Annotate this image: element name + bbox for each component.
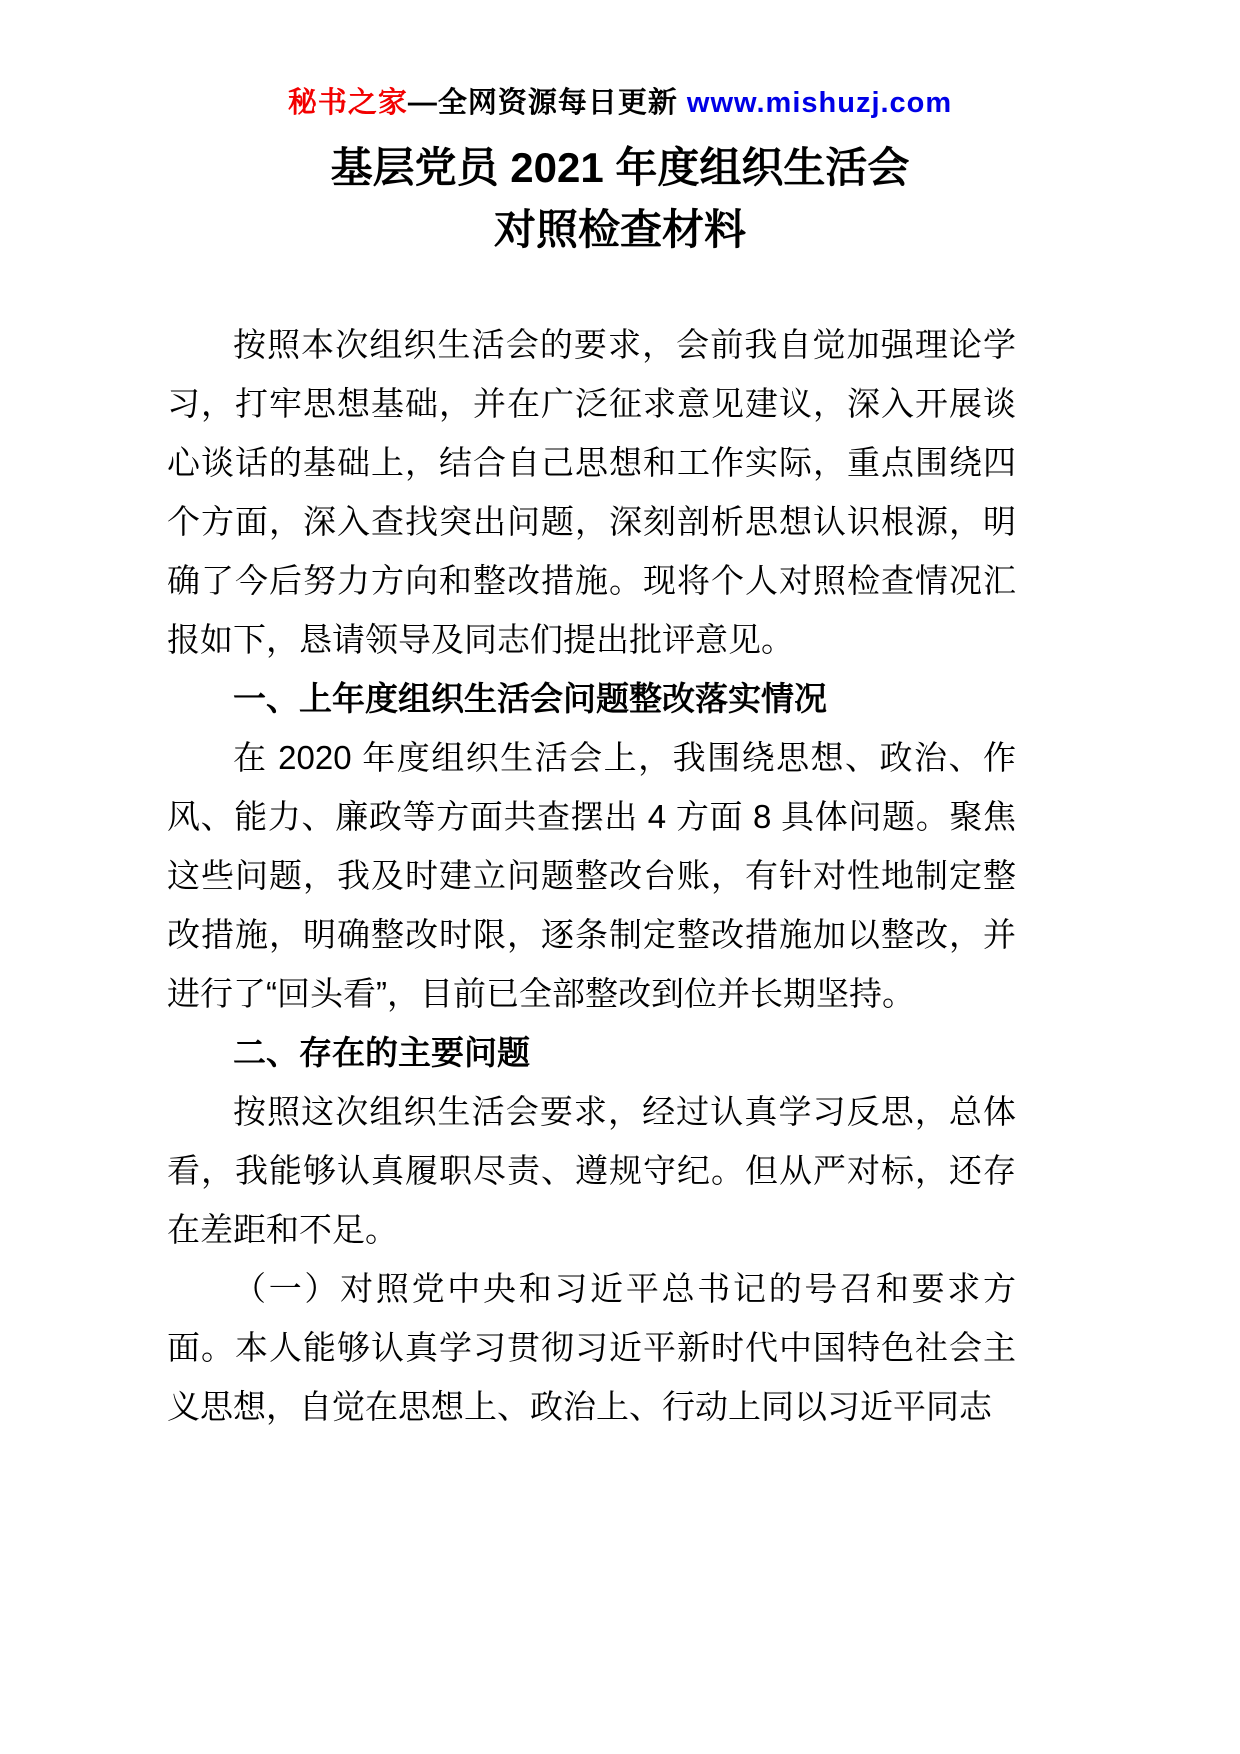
- site-tagline: 全网资源每日更新: [437, 87, 687, 119]
- section-heading-1: 一、上年度组织生活会问题整改落实情况: [233, 680, 827, 717]
- section-heading-2: 二、存在的主要问题: [233, 1034, 530, 1071]
- site-brand: 秘书之家: [287, 87, 408, 119]
- paragraph-section-2: 按照这次组织生活会要求，经过认真学习反思，总体看，我能够认真履职尽责、遵规守纪。但从严对标，还存在差距和不足。: [167, 1093, 1016, 1248]
- document-title-line-1: 基层党员 2021 年度组织生活会: [330, 144, 910, 191]
- document-body: [0, 315, 1240, 1436]
- document-title-line-2: 对照检查材料: [493, 206, 746, 253]
- site-url-link[interactable]: www.mishuzj.com: [686, 87, 953, 119]
- header-separator: —: [407, 87, 438, 119]
- paragraph-subsection-1: （一）对照党中央和习近平总书记的号召和要求方面。本人能够认真学习贯彻习近平新时代中国特色社会主义思想，自觉在思想上、政治上、行动上同以习近平同志: [167, 1270, 1016, 1425]
- paragraph-intro: 按照本次组织生活会的要求，会前我自觉加强理论学习，打牢思想基础，并在广泛征求意见建议，深入开展谈心谈话的基础上，结合自己思想和工作实际，重点围绕四个方面，深入查找突出问题，深刻剖析思想认识根源，明确了今后努力方向和整改措施。现将个人对照检查情况汇报如下，恳请领导及同志们提出批评意见。: [167, 326, 1016, 658]
- paragraph-section-1: 在 2020 年度组织生活会上，我围绕思想、政治、作风、能力、廉政等方面共查摆出 4 方面 8 具体问题。聚焦这些问题，我及时建立问题整改台账，有针对性地制定整改措施，明确整改时限，逐条制定整改措施加以整改，并进行了“回头看”，目前已全部整改到位并长期坚持。: [167, 739, 1016, 1012]
- document-title: [0, 137, 1240, 261]
- site-header: [0, 0, 1240, 121]
